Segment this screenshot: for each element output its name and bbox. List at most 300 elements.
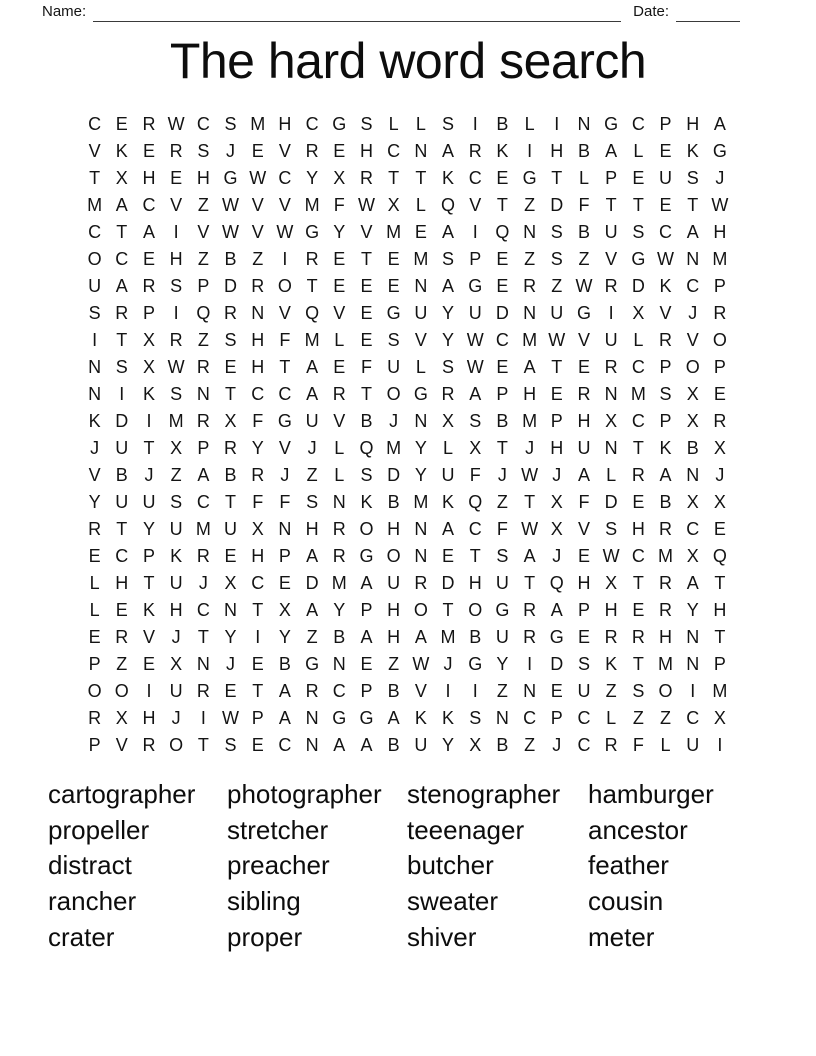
grid-letter: E <box>442 546 455 566</box>
grid-letter: E <box>659 141 672 161</box>
grid-letter: A <box>713 114 726 134</box>
grid-letter: E <box>88 546 101 566</box>
grid-letter: I <box>282 249 288 269</box>
grid-letter: K <box>659 276 672 296</box>
grid-letter: X <box>550 519 563 539</box>
grid-letter: R <box>713 303 727 323</box>
grid-letter: U <box>115 438 129 458</box>
grid-letter: D <box>441 573 455 593</box>
grid-letter: G <box>359 546 374 566</box>
grid-letter: R <box>604 627 618 647</box>
grid-letter: D <box>550 195 564 215</box>
grid-letter: P <box>713 654 726 674</box>
grid-letter: R <box>251 465 265 485</box>
grid-letter: Q <box>495 222 510 242</box>
grid-letter: E <box>713 384 726 404</box>
grid-letter: J <box>525 438 535 458</box>
grid-letter: V <box>605 249 618 269</box>
grid-letter: R <box>523 627 537 647</box>
grid-letter: J <box>497 465 507 485</box>
grid-letter: R <box>604 735 618 755</box>
grid-letter: N <box>523 681 537 701</box>
grid-letter: S <box>442 249 455 269</box>
grid-letter: K <box>142 600 155 620</box>
grid-letter: S <box>360 465 373 485</box>
grid-letter: R <box>305 141 319 161</box>
grid-letter: V <box>170 195 183 215</box>
grid-letter: U <box>387 357 401 377</box>
grid-letter: E <box>333 276 346 296</box>
grid-letter: V <box>414 330 427 350</box>
grid-letter: U <box>604 330 618 350</box>
word-list-item: sibling <box>227 886 301 917</box>
grid-letter: T <box>143 438 155 458</box>
grid-letter: R <box>88 519 102 539</box>
grid-letter: S <box>197 141 210 161</box>
grid-letter: H <box>713 222 727 242</box>
grid-letter: E <box>333 249 346 269</box>
grid-letter: T <box>632 573 644 593</box>
grid-letter: Q <box>196 303 211 323</box>
grid-letter: Z <box>170 465 182 485</box>
grid-letter: E <box>142 249 155 269</box>
word-list-item: photographer <box>227 779 382 809</box>
grid-letter: I <box>527 141 533 161</box>
grid-letter: Z <box>524 735 536 755</box>
grid-letter: W <box>521 465 539 485</box>
grid-letter: C <box>251 573 265 593</box>
grid-letter: Z <box>197 195 209 215</box>
grid-letter: A <box>577 465 590 485</box>
grid-letter: J <box>715 168 725 188</box>
grid-letter: A <box>333 735 346 755</box>
grid-letter: B <box>659 492 672 512</box>
grid-letter: Z <box>306 627 318 647</box>
grid-letter: W <box>357 195 375 215</box>
grid-letter: D <box>550 654 564 674</box>
grid-letter: H <box>577 573 591 593</box>
grid-letter: H <box>387 519 401 539</box>
grid-letter: N <box>686 654 700 674</box>
grid-letter: X <box>469 438 482 458</box>
grid-letter: H <box>523 384 537 404</box>
grid-letter: C <box>468 519 482 539</box>
grid-letter: R <box>305 681 319 701</box>
grid-letter: N <box>604 438 618 458</box>
grid-letter: T <box>252 681 264 701</box>
grid-letter: S <box>442 114 455 134</box>
grid-letter: J <box>280 465 290 485</box>
grid-letter: E <box>577 627 590 647</box>
grid-letter: R <box>414 573 428 593</box>
grid-letter: E <box>333 357 346 377</box>
grid-letter: R <box>196 681 210 701</box>
grid-letter: I <box>445 681 451 701</box>
grid-letter: Z <box>197 249 209 269</box>
grid-letter: O <box>413 600 428 620</box>
grid-letter: A <box>686 573 699 593</box>
word-list-column <box>588 777 748 956</box>
grid-letter: X <box>686 384 699 404</box>
grid-letter: D <box>305 573 319 593</box>
grid-letter: H <box>577 411 591 431</box>
grid-letter: R <box>332 519 346 539</box>
grid-letter: X <box>605 411 618 431</box>
grid-letter: B <box>224 465 237 485</box>
grid-letter: U <box>441 465 455 485</box>
grid-letter: E <box>496 168 509 188</box>
grid-letter: R <box>142 735 156 755</box>
grid-letter: W <box>466 330 484 350</box>
grid-letter: P <box>550 411 563 431</box>
grid-letter: T <box>687 195 699 215</box>
grid-letter: X <box>224 411 237 431</box>
grid-letter: N <box>251 303 265 323</box>
grid-letter: G <box>712 141 727 161</box>
grid-letter: A <box>605 141 618 161</box>
grid-letter: R <box>224 303 238 323</box>
grid-letter: Q <box>359 438 374 458</box>
grid-letter: D <box>495 303 509 323</box>
grid-letter: K <box>115 141 128 161</box>
grid-letter: S <box>686 168 699 188</box>
word-list-item: propeller <box>48 814 150 845</box>
grid-letter: F <box>252 411 264 431</box>
grid-letter: S <box>170 492 183 512</box>
grid-letter: N <box>224 600 238 620</box>
grid-letter: L <box>89 600 100 620</box>
grid-letter: B <box>333 627 346 647</box>
grid-letter: P <box>659 114 672 134</box>
grid-letter: L <box>388 114 399 134</box>
grid-letter: F <box>333 195 345 215</box>
grid-letter: F <box>632 735 644 755</box>
grid-letter: G <box>631 249 646 269</box>
grid-letter: E <box>360 330 373 350</box>
grid-letter: E <box>550 681 563 701</box>
grid-letter: N <box>686 249 700 269</box>
grid-letter: C <box>686 519 700 539</box>
grid-letter: P <box>251 708 264 728</box>
grid-letter: H <box>686 114 700 134</box>
grid-letter: A <box>115 276 128 296</box>
grid-letter: E <box>251 141 264 161</box>
grid-letter: K <box>170 546 183 566</box>
grid-letter: X <box>550 492 563 512</box>
grid-letter: G <box>495 600 510 620</box>
grid-letter: A <box>442 141 455 161</box>
grid-letter: S <box>469 411 482 431</box>
grid-letter: C <box>495 330 509 350</box>
grid-letter: Q <box>712 546 727 566</box>
grid-letter: M <box>304 195 320 215</box>
grid-letter: P <box>88 735 101 755</box>
grid-letter: E <box>632 492 645 512</box>
grid-letter: A <box>142 222 155 242</box>
grid-letter: Z <box>306 465 318 485</box>
grid-letter: X <box>278 600 291 620</box>
grid-letter: R <box>631 627 645 647</box>
grid-letter: P <box>713 357 726 377</box>
word-list-column <box>48 777 227 956</box>
grid-letter: X <box>387 195 400 215</box>
grid-letter: N <box>686 465 700 485</box>
grid-letter: R <box>577 384 591 404</box>
grid-letter: C <box>278 384 292 404</box>
grid-letter: A <box>686 222 699 242</box>
grid-letter: X <box>115 168 128 188</box>
grid-letter: S <box>387 330 400 350</box>
grid-letter: X <box>686 546 699 566</box>
grid-letter: U <box>88 276 102 296</box>
grid-letter: U <box>142 492 156 512</box>
grid-letter: H <box>550 438 564 458</box>
grid-letter: O <box>712 330 727 350</box>
grid-letter: M <box>712 249 728 269</box>
grid-letter: X <box>686 492 699 512</box>
grid-letter: V <box>577 519 590 539</box>
grid-letter: R <box>169 141 183 161</box>
grid-letter: C <box>387 141 401 161</box>
grid-letter: V <box>278 195 291 215</box>
grid-letter: A <box>523 546 536 566</box>
grid-letter: N <box>332 654 346 674</box>
grid-letter: M <box>386 222 402 242</box>
grid-letter: E <box>360 654 373 674</box>
grid-letter: J <box>443 654 453 674</box>
grid-letter: V <box>88 465 101 485</box>
grid-letter: L <box>89 573 100 593</box>
grid-letter: S <box>306 492 319 512</box>
grid-letter: I <box>472 114 478 134</box>
grid-letter: H <box>604 600 618 620</box>
grid-letter: E <box>360 276 373 296</box>
grid-letter: C <box>332 681 346 701</box>
grid-letter: S <box>88 303 101 323</box>
grid-letter: Y <box>278 627 291 647</box>
grid-letter: F <box>469 465 481 485</box>
grid-letter: G <box>468 654 483 674</box>
grid-letter: L <box>415 357 426 377</box>
grid-letter: C <box>631 411 645 431</box>
grid-letter: L <box>606 465 617 485</box>
grid-letter: V <box>360 222 373 242</box>
grid-letter: R <box>659 573 673 593</box>
grid-letter: M <box>304 330 320 350</box>
grid-letter: A <box>306 357 319 377</box>
grid-letter: R <box>332 384 346 404</box>
grid-letter: E <box>333 141 346 161</box>
grid-letter: N <box>523 222 537 242</box>
grid-letter: N <box>414 519 428 539</box>
grid-letter: E <box>224 546 237 566</box>
grid-letter: I <box>255 627 261 647</box>
grid-letter: T <box>225 384 237 404</box>
grid-letter: X <box>224 573 237 593</box>
grid-letter: I <box>146 411 152 431</box>
grid-letter: Y <box>414 465 427 485</box>
grid-letter: C <box>115 249 129 269</box>
grid-letter: K <box>142 384 155 404</box>
grid-letter: Z <box>524 249 536 269</box>
grid-letter: C <box>196 600 210 620</box>
grid-letter: X <box>142 330 155 350</box>
grid-letter: Q <box>305 303 320 323</box>
word-list-column <box>407 777 588 956</box>
grid-letter: H <box>631 519 645 539</box>
grid-letter: G <box>223 168 238 188</box>
grid-letter: U <box>468 303 482 323</box>
grid-letter: G <box>522 168 537 188</box>
grid-letter: A <box>442 222 455 242</box>
grid-letter: I <box>92 330 98 350</box>
grid-letter: C <box>278 168 292 188</box>
grid-letter: F <box>578 195 590 215</box>
grid-letter: H <box>305 519 319 539</box>
word-list-item: meter <box>588 921 655 952</box>
grid-letter: T <box>551 357 563 377</box>
grid-letter: C <box>631 546 645 566</box>
grid-letter: M <box>440 627 456 647</box>
grid-letter: E <box>115 600 128 620</box>
word-search-grid <box>81 111 734 759</box>
grid-letter: E <box>713 519 726 539</box>
grid-letter: X <box>170 654 183 674</box>
grid-letter: H <box>468 573 482 593</box>
grid-letter: V <box>278 141 291 161</box>
grid-letter: R <box>115 303 129 323</box>
grid-letter: G <box>332 708 347 728</box>
grid-letter: N <box>196 654 210 674</box>
grid-letter: H <box>251 546 265 566</box>
grid-letter: G <box>413 384 428 404</box>
grid-letter: B <box>496 114 509 134</box>
grid-letter: U <box>604 222 618 242</box>
grid-letter: C <box>142 195 156 215</box>
grid-letter: A <box>306 546 319 566</box>
grid-letter: V <box>469 195 482 215</box>
grid-letter: T <box>197 735 209 755</box>
grid-letter: Z <box>116 654 128 674</box>
grid-letter: M <box>522 411 538 431</box>
grid-letter: C <box>468 168 482 188</box>
grid-letter: V <box>142 627 155 647</box>
grid-letter: T <box>632 438 644 458</box>
grid-letter: R <box>115 627 129 647</box>
grid-letter: E <box>387 249 400 269</box>
grid-letter: B <box>224 249 237 269</box>
grid-letter: E <box>632 600 645 620</box>
date-label: Date: <box>633 3 669 20</box>
name-blank-line <box>93 2 621 22</box>
grid-letter: K <box>496 141 509 161</box>
grid-letter: R <box>441 384 455 404</box>
grid-letter: T <box>116 330 128 350</box>
grid-letter: J <box>90 438 100 458</box>
grid-letter: R <box>305 249 319 269</box>
grid-letter: I <box>119 384 125 404</box>
grid-letter: Z <box>605 681 617 701</box>
grid-letter: W <box>249 168 267 188</box>
grid-letter: G <box>277 411 292 431</box>
grid-letter: O <box>277 276 292 296</box>
grid-letter: J <box>226 654 236 674</box>
grid-letter: L <box>334 438 345 458</box>
grid-letter: A <box>550 600 563 620</box>
grid-letter: O <box>386 384 401 404</box>
grid-letter: T <box>496 438 508 458</box>
grid-letter: U <box>224 519 238 539</box>
grid-letter: W <box>466 357 484 377</box>
grid-letter: B <box>496 735 509 755</box>
grid-letter: P <box>360 681 373 701</box>
grid-letter: Z <box>551 276 563 296</box>
grid-letter: E <box>632 168 645 188</box>
grid-letter: C <box>577 735 591 755</box>
grid-letter: E <box>115 114 128 134</box>
grid-letter: A <box>306 384 319 404</box>
grid-letter: C <box>659 222 673 242</box>
grid-letter: Z <box>197 330 209 350</box>
grid-letter: J <box>307 438 317 458</box>
grid-letter: L <box>415 114 426 134</box>
grid-letter: K <box>360 492 373 512</box>
grid-letter: M <box>413 492 429 512</box>
grid-letter: V <box>333 411 346 431</box>
grid-letter: P <box>496 384 509 404</box>
grid-letter: J <box>171 627 181 647</box>
grid-letter: F <box>252 492 264 512</box>
grid-letter: U <box>305 411 319 431</box>
grid-letter: C <box>631 357 645 377</box>
grid-letter: R <box>196 411 210 431</box>
grid-letter: B <box>577 222 590 242</box>
grid-letter: T <box>632 654 644 674</box>
grid-letter: W <box>167 357 185 377</box>
grid-letter: R <box>196 546 210 566</box>
grid-letter: R <box>332 546 346 566</box>
grid-letter: X <box>333 168 346 188</box>
grid-letter: W <box>657 249 675 269</box>
grid-letter: N <box>414 141 428 161</box>
grid-letter: S <box>632 222 645 242</box>
grid-letter: U <box>577 681 591 701</box>
grid-letter: X <box>713 438 726 458</box>
word-list-item: stenographer <box>407 779 561 809</box>
grid-letter: I <box>472 681 478 701</box>
word-list-item: feather <box>588 850 669 881</box>
grid-letter: Y <box>142 519 155 539</box>
grid-letter: T <box>279 357 291 377</box>
grid-letter: R <box>631 465 645 485</box>
grid-letter: H <box>169 600 183 620</box>
grid-letter: R <box>659 330 673 350</box>
grid-letter: Z <box>496 492 508 512</box>
grid-letter: N <box>278 519 292 539</box>
grid-letter: N <box>196 384 210 404</box>
grid-letter: I <box>200 708 206 728</box>
grid-letter: K <box>88 411 101 431</box>
grid-letter: K <box>442 168 455 188</box>
grid-letter: X <box>170 438 183 458</box>
grid-letter: T <box>551 168 563 188</box>
grid-letter: U <box>550 303 564 323</box>
grid-letter: U <box>577 438 591 458</box>
grid-letter: K <box>442 492 455 512</box>
grid-letter: T <box>469 546 481 566</box>
grid-letter: E <box>496 276 509 296</box>
grid-letter: Y <box>306 168 319 188</box>
